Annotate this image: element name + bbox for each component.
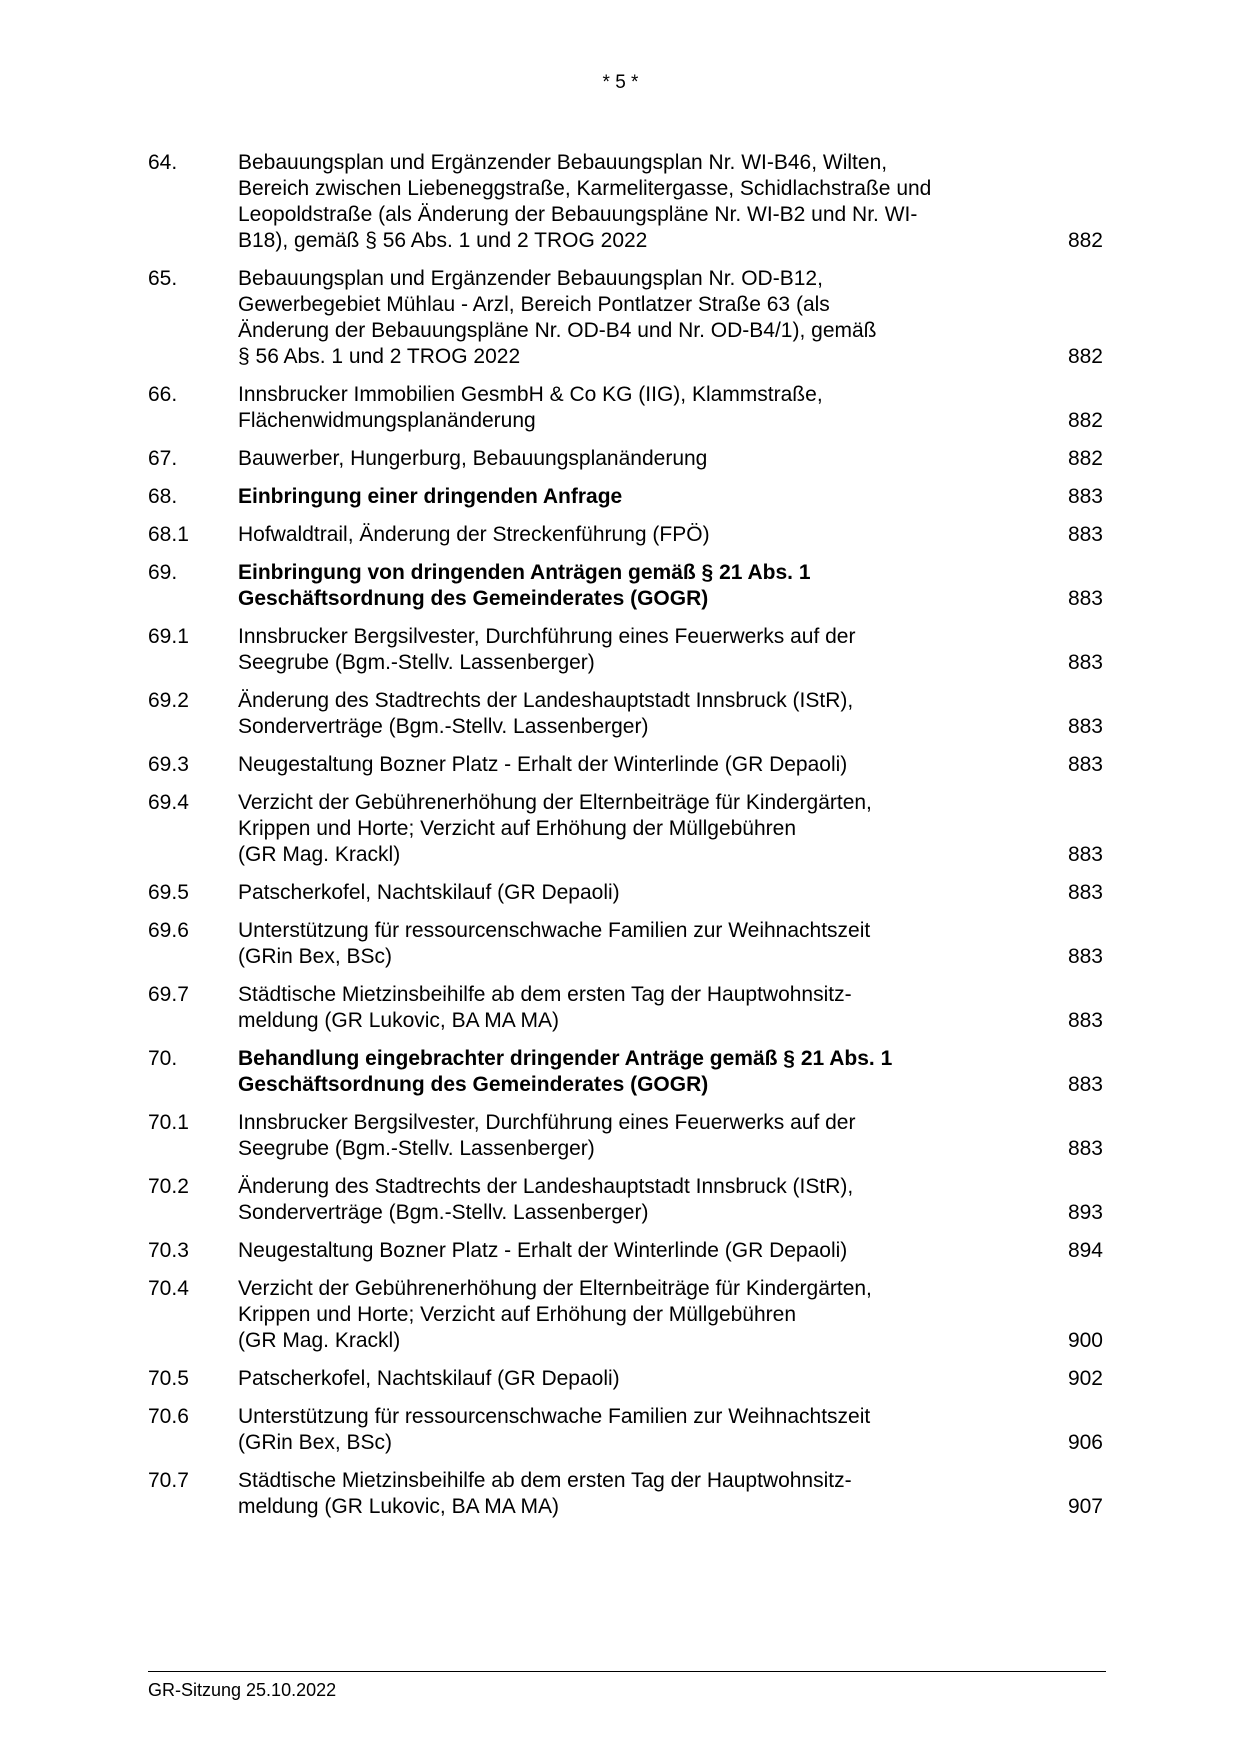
page-number: * 5 * (602, 72, 639, 93)
toc-entry-64 (148, 150, 1103, 254)
toc-entry-69 (148, 560, 1103, 612)
entry-page: 883 (1067, 587, 1103, 610)
entry-title: Städtische Mietzinsbeihilfe ab dem ersten Tag der Hauptwohnsitz- meldung (GR Lukovic, BA MA MA) (238, 1469, 852, 1518)
toc-entry-69-3 (148, 752, 1103, 778)
entry-title: Bebauungsplan und Ergänzender Bebauungsplan Nr. OD-B12, Gewerbegebiet Mühlau - Arzl, Bereich Pontlatzer Straße 63 (als Änderung der Bebauungspläne Nr. OD-B4 und Nr. OD-B4/1), gemäß § 56 Abs. 1 und 2 TROG 2022 (238, 267, 877, 368)
entry-number: 70.6 (148, 1405, 189, 1428)
entry-title: Städtische Mietzinsbeihilfe ab dem ersten Tag der Hauptwohnsitz- meldung (GR Lukovic, BA MA MA) (238, 983, 852, 1032)
entry-title: Verzicht der Gebührenerhöhung der Elternbeiträge für Kindergärten, Krippen und Horte; Verzicht auf Erhöhung der Müllgebühren (GR Mag. Krackl) (238, 791, 872, 866)
entry-title: Bebauungsplan und Ergänzender Bebauungsplan Nr. WI-B46, Wilten, Bereich zwischen Liebeneggstraße, Karmelitergasse, Schidlachstraße und Leopoldstraße (als Änderung der Bebauungspläne Nr. WI-B2 und Nr. WI- B18), gemäß § 56 Abs. 1 und 2 TROG 2022 (238, 151, 932, 252)
toc-entry-69-5 (148, 880, 1103, 906)
entry-page: 893 (1067, 1201, 1103, 1224)
entry-title: Änderung des Stadtrechts der Landeshauptstadt Innsbruck (IStR), Sonderverträge (Bgm.-Stellv. Lassenberger) (238, 1175, 854, 1224)
toc-entry-67 (148, 446, 1103, 472)
entry-page: 883 (1067, 843, 1103, 866)
entry-number: 67. (148, 447, 178, 470)
entry-page: 900 (1067, 1329, 1103, 1352)
entry-title: Neugestaltung Bozner Platz - Erhalt der Winterlinde (GR Depaoli) (238, 753, 848, 776)
entry-number: 70.3 (148, 1239, 189, 1262)
toc-entry-70-1 (148, 1110, 1103, 1162)
entry-number: 70.7 (148, 1469, 189, 1492)
entry-page: 894 (1067, 1239, 1103, 1262)
toc-entry-70-6 (148, 1404, 1103, 1456)
entry-number: 69.1 (148, 625, 189, 648)
toc-entry-70-2 (148, 1174, 1103, 1226)
entry-number: 69.4 (148, 791, 189, 814)
entry-page: 883 (1067, 485, 1103, 508)
entry-page: 907 (1067, 1495, 1103, 1518)
entry-title: Bauwerber, Hungerburg, Bebauungsplanänderung (238, 447, 708, 470)
toc-entry-70-5 (148, 1366, 1103, 1392)
toc-entry-69-7 (148, 982, 1103, 1034)
footer-session-date: GR-Sitzung 25.10.2022 (148, 1680, 337, 1700)
toc-entry-69-6 (148, 918, 1103, 970)
entry-page: 906 (1067, 1431, 1103, 1454)
entry-title: Neugestaltung Bozner Platz - Erhalt der Winterlinde (GR Depaoli) (238, 1239, 848, 1262)
entry-number: 69.2 (148, 689, 189, 712)
entry-title: Innsbrucker Bergsilvester, Durchführung eines Feuerwerks auf der Seegrube (Bgm.-Stellv. Lassenberger) (238, 625, 856, 674)
entry-page: 883 (1067, 1009, 1103, 1032)
toc-entry-70-3 (148, 1238, 1103, 1264)
entry-number: 70.4 (148, 1277, 189, 1300)
toc-entry-68 (148, 484, 1103, 510)
entry-title: Behandlung eingebrachter dringender Anträge gemäß § 21 Abs. 1 Geschäftsordnung des Gemeinderates (GOGR) (238, 1047, 893, 1096)
entry-title: Unterstützung für ressourcenschwache Familien zur Weihnachtszeit (GRin Bex, BSc) (238, 919, 871, 968)
entry-page: 882 (1067, 229, 1103, 252)
entry-page: 883 (1067, 881, 1103, 904)
toc-entry-68-1 (148, 522, 1103, 548)
entry-number: 70.2 (148, 1175, 189, 1198)
entry-number: 64. (148, 151, 178, 174)
entry-number: 69.3 (148, 753, 189, 776)
entry-page: 883 (1067, 1073, 1103, 1096)
entry-number: 68.1 (148, 523, 189, 546)
entry-page: 883 (1067, 715, 1103, 738)
entry-number: 70.5 (148, 1367, 189, 1390)
entry-title: Patscherkofel, Nachtskilauf (GR Depaoli) (238, 881, 620, 904)
entry-page: 883 (1067, 651, 1103, 674)
entry-title: Einbringung von dringenden Anträgen gemäß § 21 Abs. 1 Geschäftsordnung des Gemeinderates (GOGR) (238, 561, 811, 610)
entry-number: 69.7 (148, 983, 189, 1006)
toc-entry-66 (148, 382, 1103, 434)
entry-number: 69. (148, 561, 178, 584)
entry-title: Einbringung einer dringenden Anfrage (238, 485, 623, 508)
entry-page: 882 (1067, 409, 1103, 432)
toc-entry-70-7 (148, 1468, 1103, 1520)
footer-divider (148, 1671, 1106, 1672)
table-of-contents (148, 150, 1103, 1532)
entry-title: Unterstützung für ressourcenschwache Familien zur Weihnachtszeit (GRin Bex, BSc) (238, 1405, 871, 1454)
entry-number: 69.6 (148, 919, 189, 942)
toc-entry-69-4 (148, 790, 1103, 868)
entry-title: Änderung des Stadtrechts der Landeshauptstadt Innsbruck (IStR), Sonderverträge (Bgm.-Stellv. Lassenberger) (238, 689, 854, 738)
toc-entry-69-2 (148, 688, 1103, 740)
entry-page: 902 (1067, 1367, 1103, 1390)
entry-title: Hofwaldtrail, Änderung der Streckenführung (FPÖ) (238, 523, 710, 546)
entry-number: 69.5 (148, 881, 189, 904)
entry-number: 66. (148, 383, 178, 406)
entry-number: 68. (148, 485, 178, 508)
toc-entry-70-4 (148, 1276, 1103, 1354)
entry-number: 70. (148, 1047, 178, 1070)
entry-title: Verzicht der Gebührenerhöhung der Elternbeiträge für Kindergärten, Krippen und Horte; Verzicht auf Erhöhung der Müllgebühren (GR Mag. Krackl) (238, 1277, 872, 1352)
entry-page: 883 (1067, 945, 1103, 968)
entry-title: Innsbrucker Bergsilvester, Durchführung eines Feuerwerks auf der Seegrube (Bgm.-Stellv. Lassenberger) (238, 1111, 856, 1160)
toc-entry-70 (148, 1046, 1103, 1098)
entry-title: Innsbrucker Immobilien GesmbH & Co KG (IIG), Klammstraße, Flächenwidmungsplanänderung (238, 383, 823, 432)
entry-page: 882 (1067, 447, 1103, 470)
entry-number: 65. (148, 267, 178, 290)
toc-entry-69-1 (148, 624, 1103, 676)
entry-page: 883 (1067, 523, 1103, 546)
entry-page: 883 (1067, 1137, 1103, 1160)
entry-title: Patscherkofel, Nachtskilauf (GR Depaoli) (238, 1367, 620, 1390)
entry-page: 883 (1067, 753, 1103, 776)
toc-entry-65 (148, 266, 1103, 370)
entry-page: 882 (1067, 345, 1103, 368)
entry-number: 70.1 (148, 1111, 189, 1134)
